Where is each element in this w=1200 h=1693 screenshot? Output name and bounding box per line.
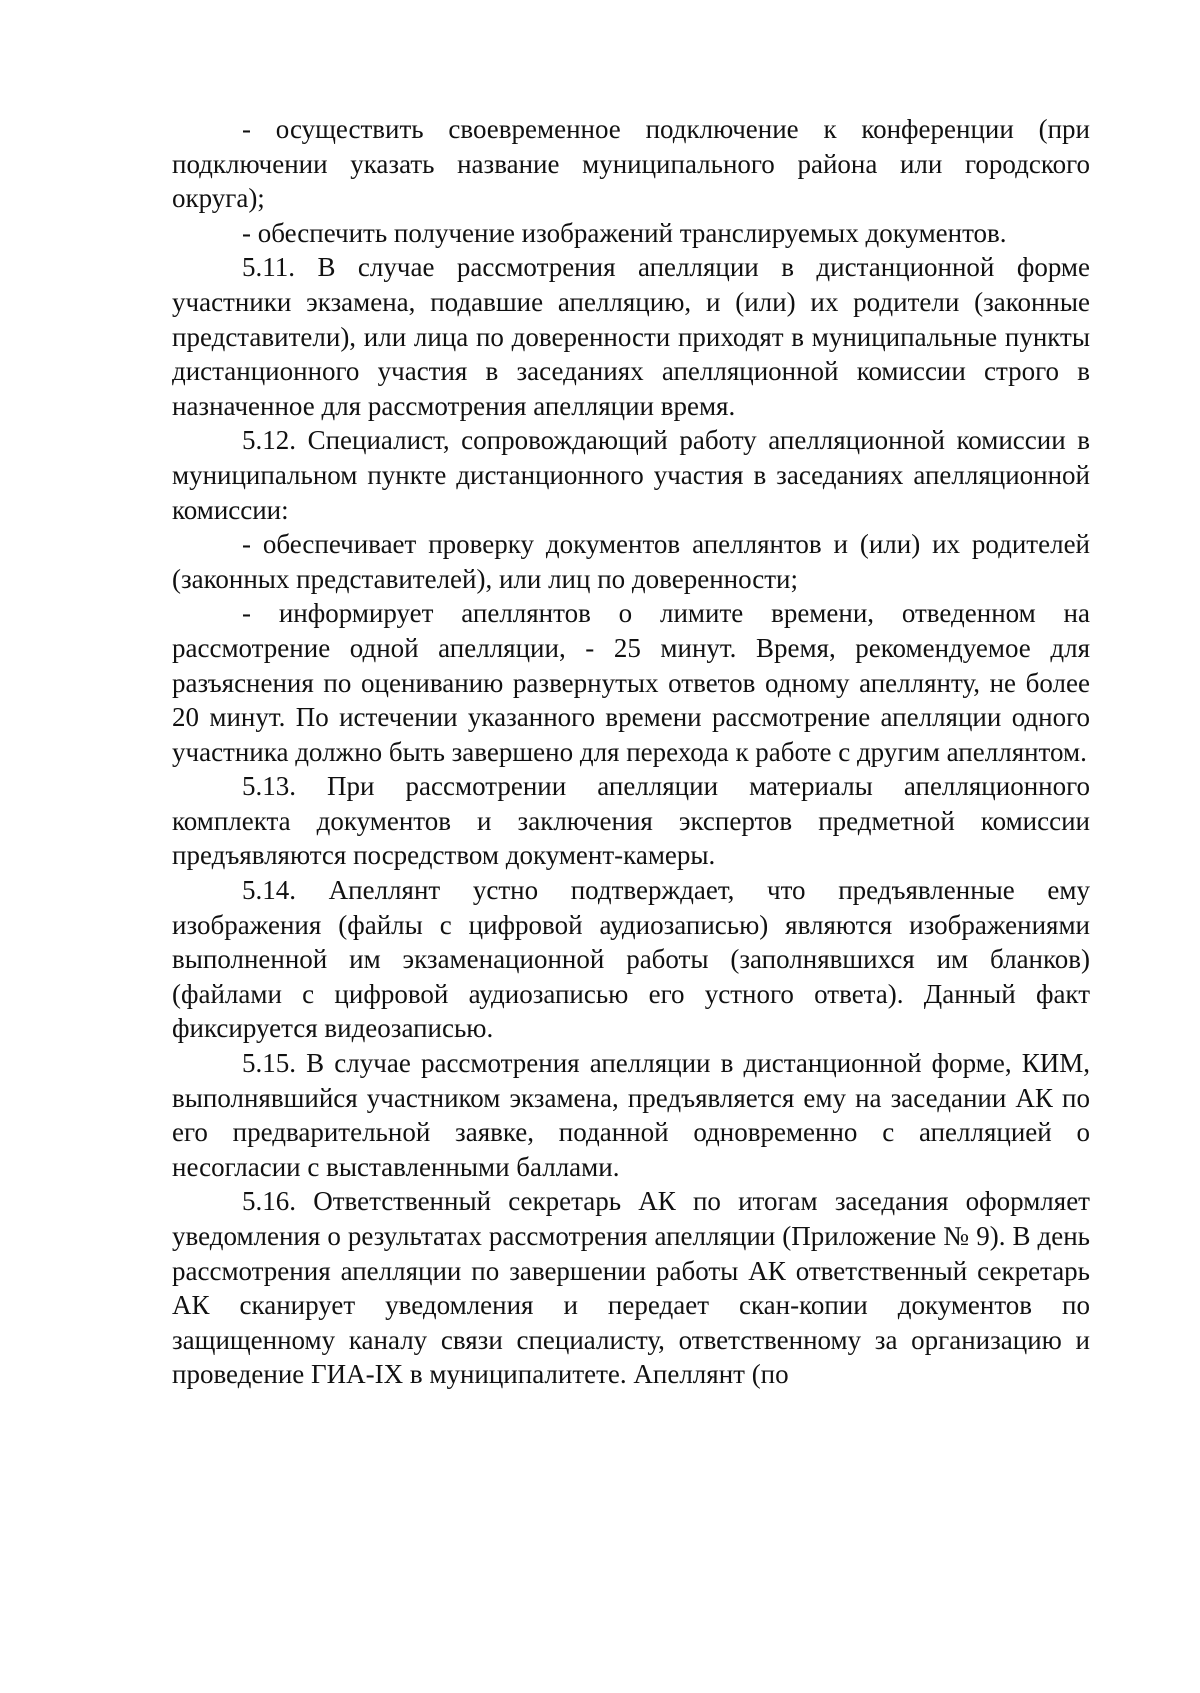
paragraph-time-limit: - информирует апеллянтов о лимите времени, отведенном на рассмотрение одной апелляции, - 25 минут. Время, рекомендуемое для разъяснения по оцениванию развернутых ответов одному апеллянту, не более 20 минут. По истечении указанного времени рассмотрение апелляции одного участника должно быть завершено для перехода к работе с другим апеллянтом. xyxy=(172,598,1090,767)
paragraph-5-12: 5.12. Специалист, сопровождающий работу апелляционной комиссии в муниципальном пункте дистанционного участия в заседаниях апелляционной комиссии: xyxy=(172,425,1090,525)
paragraph-5-15: 5.15. В случае рассмотрения апелляции в дистанционной форме, КИМ, выполнявшийся участником экзамена, предъявляется ему на заседании АК по его предварительной заявке, поданной одновременно с апелляцией о несогласии с выставленными баллами. xyxy=(172,1048,1090,1182)
paragraph-connection-instructions: - осуществить своевременное подключение к конференции (при подключении указать название муниципального района или городского округа); xyxy=(172,114,1090,214)
paragraph-5-14: 5.14. Апеллянт устно подтверждает, что предъявленные ему изображения (файлы с цифровой аудиозаписью) являются изображениями выполненной им экзаменационной работы (заполнявшихся им бланков) (файлами с цифровой аудиозаписью его устного ответа). Данный факт фиксируется видеозаписью. xyxy=(172,875,1090,1044)
paragraph-document-images: - обеспечить получение изображений транслируемых документов. xyxy=(242,217,1007,248)
paragraph-5-11: 5.11. В случае рассмотрения апелляции в дистанционной форме участники экзамена, подавшие апелляцию, и (или) их родители (законные представители), или лица по доверенности приходят в муниципальные пункты дистанционного участия в заседаниях апелляционной комиссии строго в назначенное для рассмотрения апелляции время. xyxy=(172,252,1090,421)
paragraph-5-13: 5.13. При рассмотрении апелляции материалы апелляционного комплекта документов и заключения экспертов предметной комиссии предъявляются посредством документ-камеры. xyxy=(172,771,1090,871)
document-body xyxy=(172,112,1090,1392)
paragraph-document-check: - обеспечивает проверку документов апеллянтов и (или) их родителей (законных представителей), или лиц по доверенности; xyxy=(172,529,1090,594)
paragraph-5-16: 5.16. Ответственный секретарь АК по итогам заседания оформляет уведомления о результатах рассмотрения апелляции (Приложение № 9). В день рассмотрения апелляции по завершении работы АК ответственный секретарь АК сканирует уведомления и передает скан-копии документов по защищенному каналу связи специалисту, ответственному за организацию и проведение ГИА-IX в муниципалитете. Апеллянт (по xyxy=(172,1186,1090,1390)
